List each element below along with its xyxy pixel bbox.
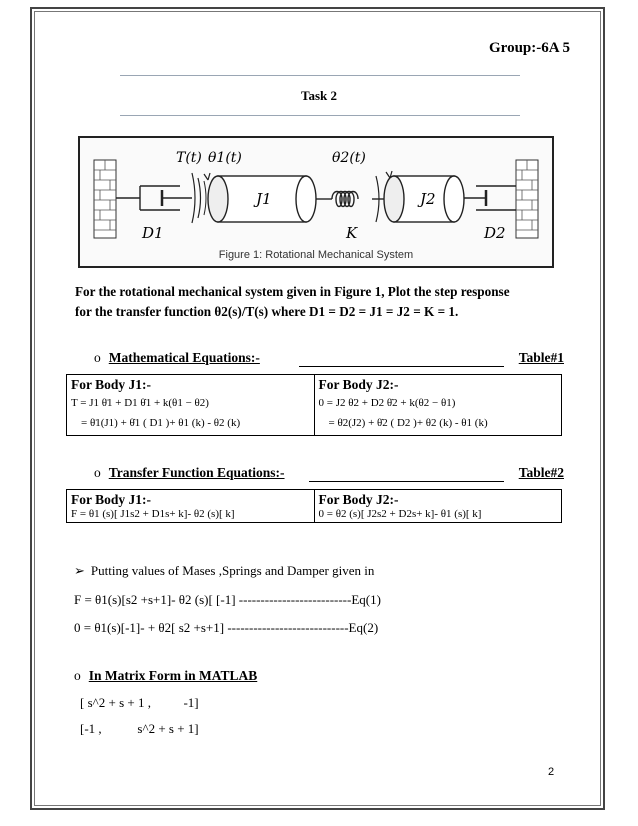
cell-body-j2 [314,375,562,436]
bullet-circle: o [94,465,101,480]
figure-rotational-system [78,136,554,268]
section-label: Mathematical Equations:- [108,350,260,365]
equation-2: 0 = θ1(s)[-1]- + θ2[ s2 +s+1] ----------------------------Eq(2) [74,620,379,635]
damper-d2 [464,186,516,210]
cell-heading: For Body J1:- [71,492,151,507]
cell-heading: For Body J1:- [71,377,151,392]
label-theta2: θ2(t) [332,150,366,166]
table-label: Table#2 [518,465,564,480]
mechanical-diagram [80,138,552,266]
page-number: 2 [548,766,555,778]
equation-line: 0 = J2 θ̈2 + D2 θ̇2 + k(θ2 − θ1) [318,397,456,409]
arrow-bullet-icon: ➢ [74,563,85,578]
intro-line-1: For the rotational mechanical system given in Figure 1, Plot the step response [75,284,510,299]
spring-k [316,192,384,207]
equation-line: 0 = θ2 (s)[ J2s2 + D2s+ k]- θ1 (s)[ k] [318,508,482,520]
table-transfer-function [66,489,562,523]
right-wall [516,160,538,238]
cell-heading: For Body J2:- [318,492,399,507]
left-wall [94,160,116,238]
equation-line: T = J1 θ̈1 + D1 θ̇1 + k(θ1 − θ2) [71,397,209,409]
divider-bottom [120,115,520,116]
label-k: K [346,224,358,242]
label-d2: D2 [484,224,506,242]
label-torque: T(t) [176,150,202,166]
putting-values-line [74,563,374,579]
intro-line-2: for the transfer function θ2(s)/T(s) where D1 = D2 = J1 = J2 = K = 1. [75,304,459,319]
task-title: Task 2 [300,88,338,103]
intro-paragraph [75,282,565,322]
label-d1: D1 [142,224,164,242]
matrix-row-1: [ s^2 + s + 1 , -1] [80,695,199,710]
cell-body-j1 [67,375,315,436]
underline-rule [299,366,504,367]
equation-line: F = θ1 (s)[ J1s2 + D1s+ k]- θ2 (s)[ k] [71,508,235,520]
label-theta1: θ1(t) [208,150,242,166]
putting-text: Putting values of Mases ,Springs and Damper given in [90,563,375,578]
bullet-circle: o [74,668,81,683]
label-j1: J1 [256,190,272,208]
equation-line: = θ̈1(J1) + θ̇1 ( D1 )+ θ1 (k) - θ2 (k) [81,417,241,429]
section-label: Transfer Function Equations:- [108,465,285,480]
matrix-row-2: [-1 , s^2 + s + 1] [80,721,199,736]
cell-heading: For Body J2:- [318,377,399,392]
cell-body-j2 [314,490,562,523]
section-math-equations [94,350,564,366]
underline-rule [309,481,504,482]
matrix-heading-label: In Matrix Form in MATLAB [88,668,258,683]
bullet-circle: o [94,350,101,365]
section-transfer-function [94,465,564,481]
equation-line: = θ̈2(J2) + θ̇2 ( D2 )+ θ2 (k) - θ1 (k) [328,417,488,429]
label-j2: J2 [420,190,436,208]
equation-1: F = θ1(s)[s2 +s+1]- θ2 (s)[ [-1] --------------------------Eq(1) [74,592,381,607]
figure-caption: Figure 1: Rotational Mechanical System [218,249,414,261]
group-label: Group:-6A 5 [489,40,570,56]
divider-top [120,75,520,76]
matrix-heading [74,668,257,684]
table-math-equations [66,374,562,436]
cell-body-j1 [67,490,315,523]
damper-d1 [116,186,192,210]
table-label: Table#1 [518,350,564,365]
